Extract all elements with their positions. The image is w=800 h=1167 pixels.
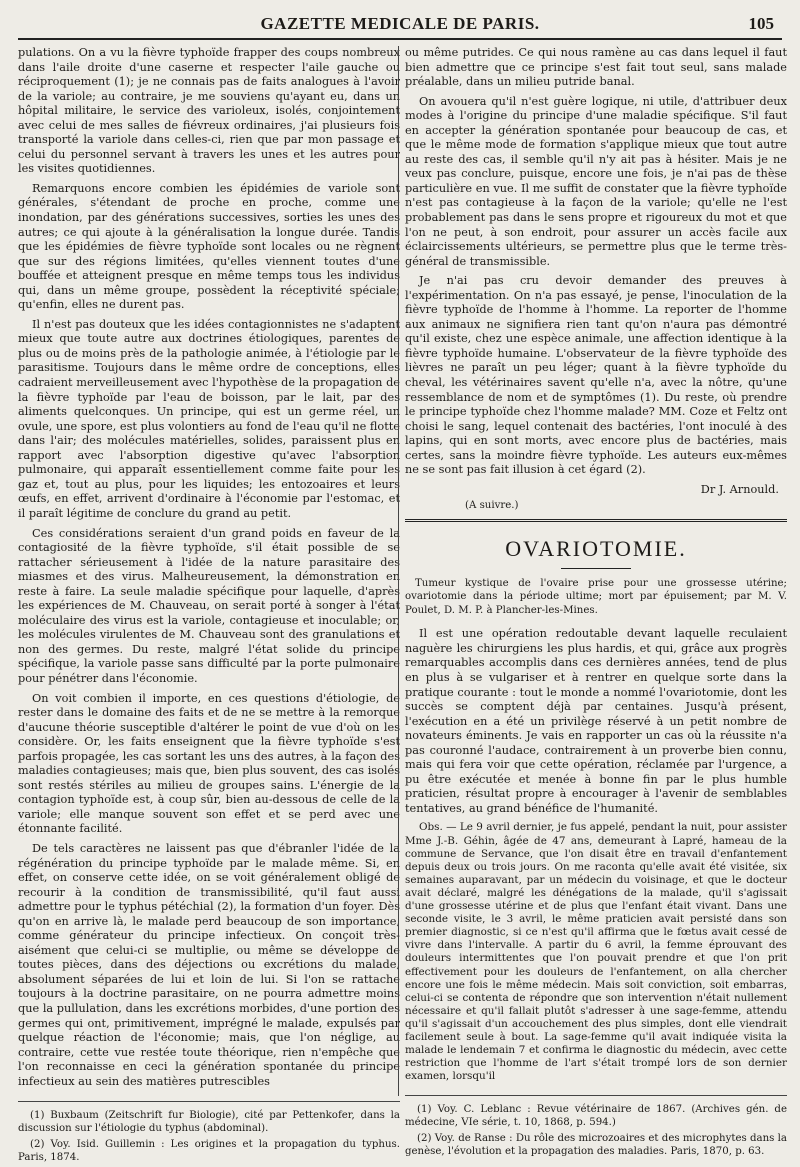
header-rule (18, 38, 782, 40)
section-separator (405, 519, 787, 522)
footnote: (1) Voy. C. Leblanc : Revue vétérinaire de 1867. (Archives gén. de médecine, VIe série, t. 10, 1868, p. 594.) (405, 1104, 787, 1129)
title-rule (561, 568, 631, 569)
page-number: 105 (748, 14, 774, 33)
article-subtitle: Tumeur kystique de l'ovaire prise pour une grossesse utérine; ovariotomie dans la période ultime; mort par épuisement; par M. V. Poulet, D. M. P. à Plancher-les-Mines. (405, 577, 787, 616)
paragraph: Remarquons encore combien les épidémies de variole sont générales, s'étendant de proche en proche, comme une inondation, par des générations successives, sorties les unes des autres; ce qui ajoute à la généralisation la longue durée. Tandis que les épidémies de fièvre typhoïde sont locales ou ne règnent que sur des régions limitées, qu'elles viennent toutes d'une bouffée et atteignent presque en même temps tous les individus qui, dans un même groupe, possèdent la réceptivité spéciale; qu'enfin, elles ne durent pas. (18, 181, 400, 312)
footnote: (2) Voy. de Ranse : Du rôle des microzoaires et des microphytes dans la genèse, l'évolution et la propagation des maladies. Paris, 1870, p. 63. (405, 1132, 787, 1157)
paragraph: pulations. On a vu la fièvre typhoïde frapper des coups nombreux dans l'aile droite d'une caserne et respecter l'aile gauche ou réciproquement (1); je ne connais pas de faits analogues à l'avoir de la variole; au contraire, je me souviens qu'ayant eu, dans un hôpital militaire, le service des varioleux, isolés, conjointement avec celui de mes salles de fiévreux ordinaires, j'ai plusieurs fois transporté la variole dans celles-ci, rien que par mon passage et celui du personnel servant à travers les unes et les autres pour les visites quotidiennes. (18, 46, 400, 176)
to-be-continued-note: (A suivre.) (465, 499, 519, 511)
paragraph: On voit combien il importe, en ces questions d'étiologie, de rester dans le domaine des faits et de ne se mettre à la remorque d'aucune théorie susceptible d'altérer le point de vue d'où on les considère. Or, les faits enseignent que la fièvre typhoïde s'est parfois propagée, les cas sortant les uns des autres, à la façon des maladies contagieuses; mais que, bien plus souvent, des cas isolés sont restés stériles au milieu de groupes sains. L'énergie de la contagion typhoïde est, à coup sûr, bien au-dessous de celle de la variole; elle manque souvent son effet et se perd avec une étonnante facilité. (18, 691, 400, 836)
footnote-rule (18, 1101, 400, 1102)
page-header (18, 6, 782, 40)
footnote: (2) Voy. Isid. Guillemin : Les origines et la propagation du typhus. Paris, 1874. (18, 1138, 400, 1163)
author-signature: Dr J. Arnould. (700, 482, 779, 496)
paragraph: De tels caractères ne laissent pas que d'ébranler l'idée de la régénération du principe typhoïde par le malade même. Si, en effet, on conserve cette idée, on se voit généralement obligé de recourir à la condition de transmissibilité, qu'il faut aussi admettre pour le typhus pétéchial (2), la formation d'un foyer. Dès qu'on en arrive là, le malade perd beaucoup de son importance, comme générateur du principe infectieux. On conçoit très-aisément que celui-ci se multiplie, ou même se développe de toutes pièces, dans des déjections ou excrétions du malade, absolument séparées de lui et loin de lui. Si l'on se rattache toujours à la doctrine parasitaire, on ne pourra admettre moins que la pullulation, dans les excrétions morbides, d'une portion des germes qui ont, primitivement, imprégné le malade, expulsés par quelque réaction de l'économie; mais, que l'on néglige, au contraire, cette vue restée toute théorique, rien n'empêche que l'on reconnaisse en ceci la génération spontanée du principe infectieux au sein des matières putrescibles (18, 841, 400, 1088)
running-title: GAZETTE MEDICALE DE PARIS. (260, 14, 540, 33)
paragraph: ou même putrides. Ce qui nous ramène au cas dans lequel il faut bien admettre que ce principe s'est fait tout seul, sans malade préalable, dans un milieu putride banal. (405, 46, 787, 89)
observation-paragraph: Obs. — Le 9 avril dernier, je fus appelé, pendant la nuit, pour assister Mme J.-B. Géhin, âgée de 47 ans, demeurant à Lapré, hameau de la commune de Servance, que l'on disait être en travail d'enfantement depuis deux ou trois jours. On me raconta qu'elle avait été visitée, six semaines auparavant, par un médecin du voisinage, et que le docteur avait déclaré, malgré les dénégations de la malade, qu'il s'agissait d'une grossesse utérine et de plus que l'enfant était vivant. Dans une seconde visite, le 3 avril, le même praticien avait persisté dans son premier diagnostic, si ce n'est qu'il affirma que le fœtus avait cessé de vivre dans l'intervalle. A partir du 6 avril, la femme éprouvant des douleurs intermittentes que l'on pouvait prendre et que l'on prit effectivement pour les douleurs de l'enfantement, on alla chercher encore une fois le même médecin. Mais soit conviction, soit embarras, celui-ci se contenta de répondre que son intervention n'était nullement nécessaire et qu'il fallait plutôt s'adresser à une sage-femme, attendu qu'il s'agissait d'un accouchement des plus simples, dont elle viendrait facilement seule à bout. La sage-femme qu'il avait indiquée visita la malade le lendemain 7 et confirma le diagnostic du médecin, avec cette restriction que l'homme de l'art s'était trompé lors de son dernier examen, lorsqu'il (405, 821, 787, 1083)
right-column (405, 46, 787, 1162)
paragraph: Il est une opération redoutable devant laquelle reculaient naguère les chirurgiens les plus hardis, et qui, grâce aux progrès remarquables accomplis dans ces dernières années, tend de plus en plus à se vulgariser et à rentrer en quelque sorte dans la pratique courante : tout le monde a nommé l'ovariotomie, dont les succès se comptent déjà par centaines. Jusqu'à présent, l'exécution en a été un privilège réservé à un petit nombre de novateurs éminents. Je vais en rapporter un cas où la réussite n'a pas couronné l'audace, contrairement à un proverbe bien connu, mais qui fera voir que cette opération, réclamée par l'urgence, a pu être exécutée et menée à bonne fin par le plus humble praticien, résultat propre à encourager à l'avenir de semblables tentatives, au grand bénéfice de l'humanité. (405, 627, 787, 815)
paragraph: Ces considérations seraient d'un grand poids en faveur de la contagiosité de la fièvre typhoïde, s'il était possible de se rattacher sérieusement à l'idée de la nature parasitaire des miasmes et des virus. Malheureusement, la démonstration en reste à faire. La seule maladie spécifique pour laquelle, d'après les expériences de M. Chauveau, on serait porté à songer à l'état moléculaire des virus est la variole, contagieuse et inoculable; or, les molécules virulentes de M. Chauveau sont des granulations et non des germes. Du reste, malgré l'état solide du principe spécifique, la variole passe sans difficulté par la porte pulmonaire pour pénétrer dans l'économie. (18, 526, 400, 685)
paragraph: Je n'ai pas cru devoir demander des preuves à l'expérimentation. On n'a pas essayé, je pense, l'inoculation de la fièvre typhoïde de l'homme à l'homme. La reporter de l'homme aux animaux ne signifiera rien tant qu'on n'aura pas démontré qu'il existe, chez une espèce animale, une affection identique à la fièvre typhoïde humaine. L'observateur de la fièvre typhoïde des lièvres ne paraît un peu léger; quant à la fièvre typhoïde du cheval, les vétérinaires savent qu'elle n'a, avec la nôtre, qu'une ressemblance de nom et de symptômes (1). Du reste, où prendre le principe typhoïde chez l'homme malade? MM. Coze et Feltz ont choisi le sang, lequel contenait des bactéries, l'ont inoculé à des lapins, qui en sont morts, avec encore plus de bactéries, mais certes, sans la moindre fièvre typhoïde. Les auteurs eux-mêmes ne se sont pas fait illusion à cet égard (2). (405, 274, 787, 477)
footnote: (1) Buxbaum (Zeitschrift fur Biologie), cité par Pettenkofer, dans la discussion sur l'étiologie du typhus (abdominal). (18, 1110, 400, 1135)
column-divider (398, 46, 399, 1096)
article-title: OVARIOTOMIE. (505, 535, 687, 561)
paragraph: On avouera qu'il n'est guère logique, ni utile, d'attribuer deux modes à l'origine du principe d'une maladie spécifique. S'il faut en accepter la génération spontanée pour beaucoup de cas, et que le même mode de formation s'applique mieux que tout autre au reste des cas, il semble qu'il n'y ait pas à hésiter. Mais je ne veux pas conclure, puisque, encore une fois, je n'ai pas de thèse particulière en vue. Il me suffit de constater que la fièvre typhoïde n'est pas contagieuse à la façon de la variole; qu'elle ne l'est probablement pas dans le sens propre et rigoureux du mot et que l'on ne peut, à son endroit, pour assurer un accès facile aux éclaircissements ultérieurs, se permettre plus que le terme très-général de transmissible. (405, 94, 787, 268)
footnote-rule (405, 1095, 787, 1096)
left-column (18, 46, 400, 1167)
paragraph: Il n'est pas douteux que les idées contagionnistes ne s'adaptent mieux que toute autre aux doctrines étiologiques, parentes de plus ou de moins près de la pathologie animée, à l'étiologie par le parasitisme. Toujours dans le même ordre de conceptions, elles cadraient merveilleusement avec l'hypothèse de la propagation de la fièvre typhoïde par l'eau de boisson, par le lait, par des aliments quelconques. Un principe, qui est un germe réel, un ovule, une spore, est plus volontiers au fond de l'eau qu'il ne flotte dans l'air; des molécules matérielles, solides, paraissent plus en rapport avec l'absorption digestive qu'avec l'absorption pulmonaire, qui apparaît essentiellement comme faite pour les gaz et, tout au plus, pour les liquides; les entozoaires et leurs œufs, en effet, arrivent d'ordinaire à l'économie par l'estomac, et il paraît légitime de conclure du grand au petit. (18, 317, 400, 520)
